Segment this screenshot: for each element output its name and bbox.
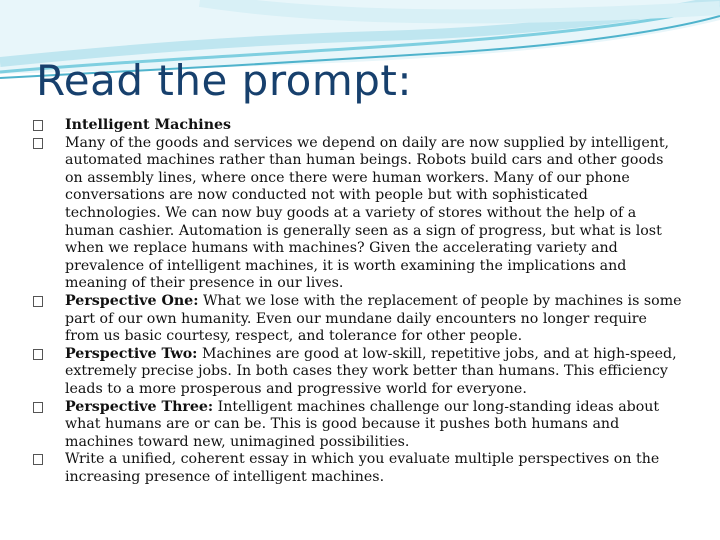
bullet-item	[33, 346, 685, 399]
bullet-heading: Perspective One:	[65, 292, 199, 309]
bullet-list	[33, 117, 685, 486]
bullet-item	[33, 117, 685, 135]
bullet-box-icon	[33, 120, 43, 131]
slide-title: Read the prompt:	[36, 56, 413, 105]
bullet-box-icon	[33, 402, 43, 413]
bullet-heading: Perspective Three:	[65, 398, 214, 415]
bullet-heading: Intelligent Machines	[65, 117, 232, 133]
bullet-text: Many of the goods and services we depend on daily are now supplied by intelligent, automated machines rather than human beings. Robots build cars and other goods on assembly lines, where once there were human workers. Many of our phone conversations are now conducted not with people but with sophisticated technologies. We can now buy goods at a variety of stores without the help of a human cashier. Automation is generally seen as a sign of progress, but what is lost when we replace humans with machines? Given the accelerating variety and prevalence of intelligent machines, it is worth examining the implications and meaning of their presence in our lives.	[65, 134, 670, 292]
bullet-text: Intelligent machines challenge our long-standing ideas about what humans are or can be. This is good because it pushes both humans and machines toward new, unimagined possibilities.	[65, 398, 660, 450]
bullet-item	[33, 399, 685, 452]
bullet-text: Machines are good at low-skill, repetitive jobs, and at high-speed, extremely precise jobs. In both cases they work better than humans. This efficiency leads to a more prosperous and progressive world for everyone.	[65, 345, 677, 397]
bullet-text: Write a unified, coherent essay in which you evaluate multiple perspectives on the increasing presence of intelligent machines.	[65, 451, 660, 485]
bullet-heading: Perspective Two:	[65, 345, 198, 362]
bullet-text: What we lose with the replacement of people by machines is some part of our own humanity. Even our mundane daily encounters no longer require from us basic courtesy, respect, and tolerance for other people.	[65, 292, 682, 345]
bullet-box-icon	[33, 296, 43, 307]
bullet-box-icon	[33, 349, 43, 360]
bullet-item	[33, 451, 685, 486]
bullet-item	[33, 293, 685, 346]
bullet-item	[33, 135, 685, 293]
bullet-box-icon	[33, 138, 43, 149]
bullet-box-icon	[33, 454, 43, 465]
